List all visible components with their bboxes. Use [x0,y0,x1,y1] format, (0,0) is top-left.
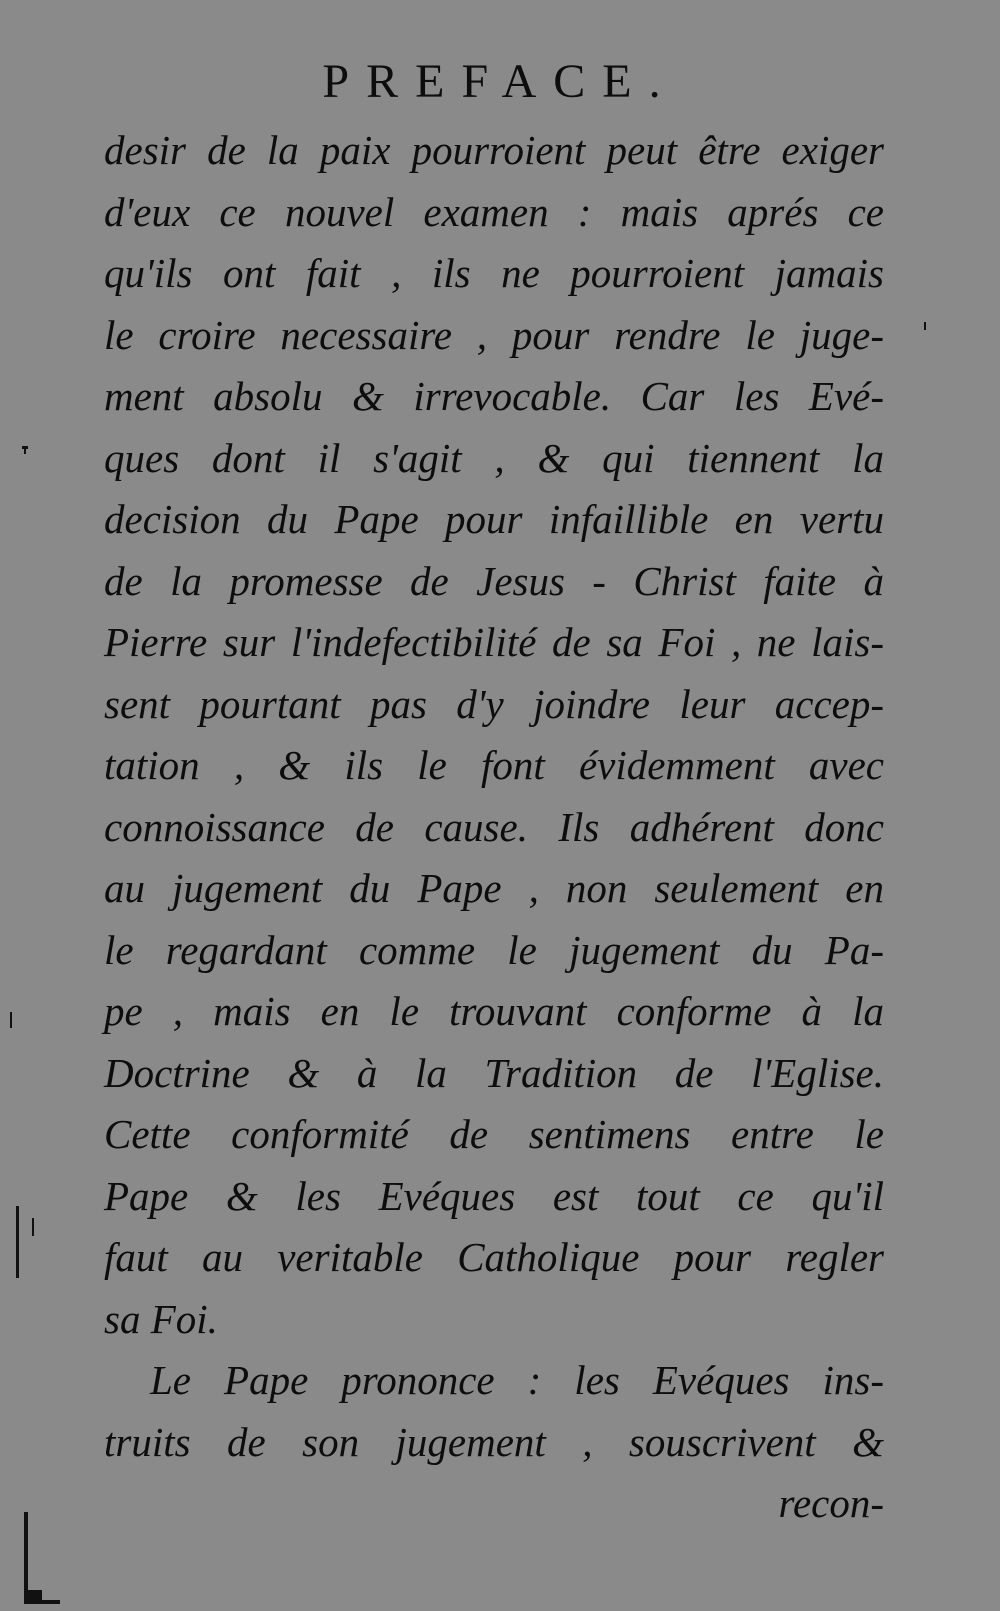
page-edge-mark [28,1600,60,1604]
text-line: tation , & ils le font évidemment avec [104,742,884,788]
text-line: truits de son jugement , souscrivent & [104,1418,884,1465]
scan-speck [32,1218,34,1236]
text-line: sent pourtant pas d'y joindre leur accep- [104,680,884,727]
text-line: de la promesse de Jesus - Christ faite à [104,557,884,604]
text-line: faut au veritable Catholique pour regler [104,1234,884,1280]
text-line: decision du Pape pour infaillible en vertu [104,496,884,542]
page-edge-mark [24,1590,42,1600]
text-line: d'eux ce nouvel examen : mais aprés ce [104,188,884,235]
text-line: Doctrine & à la Tradition de l'Eglise. [104,1049,884,1096]
text-line: le regardant comme le jugement du Pa- [104,926,884,973]
text-line: au jugement du Pape , non seulement en [104,865,884,911]
text-line: pe , mais en le trouvant conforme à la [104,988,884,1034]
scan-speck [924,322,926,330]
text-line: le croire necessaire , pour rendre le juge- [104,311,884,358]
text-line: sa Foi. [104,1295,218,1342]
text-line: Pape & les Evéques est tout ce qu'il [104,1172,884,1219]
running-title: PREFACE. [322,55,678,108]
catchword: recon- [778,1480,884,1526]
text-line: Pierre sur l'indefectibilité de sa Foi , ne lais- [104,619,884,665]
text-line: Cette conformité de sentimens entre le [104,1111,884,1157]
scan-speck [16,1206,19,1278]
body-text [104,120,884,1535]
text-line: qu'ils ont fait , ils ne pourroient jamais [104,250,884,296]
paragraph-first-line: Le Pape prononce : les Evéques ins- [150,1357,884,1403]
text-line: ment absolu & irrevocable. Car les Evé- [104,373,884,419]
text-line: desir de la paix pourroient peut être exiger [104,127,884,173]
text-line: ques dont il s'agit , & qui tiennent la [104,434,884,481]
scan-speck [24,449,26,454]
text-line: connoissance de cause. Ils adhérent donc [104,803,884,850]
scan-speck [10,1012,12,1028]
